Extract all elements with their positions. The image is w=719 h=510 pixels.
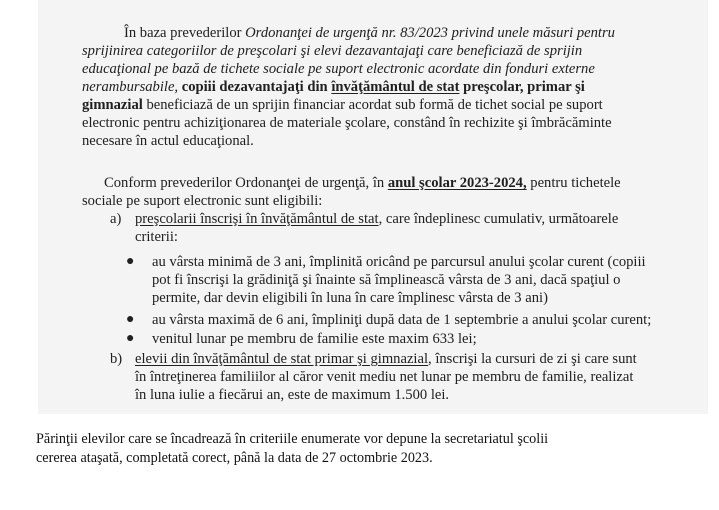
p1-bold-underlined-text: învăţământul de stat — [331, 79, 460, 95]
p1-line-3: educaţional pe bază de tichete sociale pe suport electronic acordate din fonduri externe — [82, 61, 595, 77]
bullet-1-line-1: au vârsta minimă de 3 ani, împlinită oricând pe parcursul anului şcolar curent (copiii — [152, 254, 646, 270]
ordinance-reference: Ordonanţei de urgenţă nr. 83/2023 privind unele măsuri pentru — [245, 25, 615, 41]
p1-line-1 — [124, 24, 615, 42]
bullet-2-line-1: au vârsta maximă de 6 ani, împliniţi după data de 1 septembrie a anului şcolar curent; — [152, 312, 652, 328]
p1-text: În baza prevederilor — [124, 25, 246, 41]
bullet-1-line-2: pot fi înscrişi la grădiniţă şi înainte să împlinească vârsta de 3 ani, dacă spaţiul o — [152, 272, 621, 288]
p2-text: Conform prevederilor Ordonanţei de urgenţă, în — [104, 175, 388, 191]
p1-line-4 — [82, 78, 585, 96]
p1-bold-text: preşcolar, primar şi — [459, 79, 585, 95]
p2-text: pentru tichetele — [526, 175, 621, 191]
bullet-icon: ● — [126, 331, 135, 346]
p1-line-7: necesare în actul educaţional. — [82, 133, 254, 149]
p1-line-6: electronic pentru achiziţionarea de materiale şcolare, constând în rechizite şi îmbrăcăminte — [82, 115, 612, 131]
p1-bold-text: copiii dezavantajaţi din — [178, 79, 332, 95]
item-b-underlined-text: elevii din învăţământul de stat primar şi gimnazial — [135, 351, 429, 367]
item-a-line-2: criterii: — [135, 229, 178, 245]
p1-bold-text: gimnazial — [82, 97, 143, 113]
p1-line-2: sprijinirea categoriilor de preşcolari şi elevi dezavantajaţi care beneficiază de sprijin — [82, 43, 583, 59]
p2-line-1 — [104, 174, 621, 192]
p1-text: nerambursabile, — [82, 79, 179, 95]
item-b-line-1 — [135, 350, 637, 368]
bullet-icon: ● — [126, 254, 135, 269]
item-a-text: , care îndeplinesc cumulativ, următoarele — [378, 211, 619, 227]
item-b-line-3: în luna iulie a fiecărui an, este de maximum 1.500 lei. — [135, 387, 450, 403]
p1-line-5 — [82, 96, 603, 114]
school-year: anul şcolar 2023-2024, — [387, 175, 527, 191]
scanned-document-excerpt — [38, 0, 708, 414]
bullet-3-line-1: venitul lunar pe membru de familie este maxim 633 lei; — [152, 331, 477, 347]
bullet-1-line-3: permite, dar devin eligibili în luna în care împlinesc vârsta de 3 ani) — [152, 290, 548, 306]
p2-line-2: sociale pe suport electronic sunt eligibili: — [82, 193, 323, 209]
caption-line-1: Părinţii elevilor care se încadrează în criteriile enumerate vor depune la secretariatul şcolii — [36, 431, 549, 447]
item-a-underlined-text: preşcolarii înscrişi în învăţământul de stat — [135, 211, 379, 227]
bullet-icon: ● — [126, 312, 135, 327]
caption-line-2: cererea ataşată, completată corect, până la data de 27 octombrie 2023. — [36, 450, 433, 466]
item-a-marker: a) — [110, 211, 122, 227]
caption-text — [36, 430, 548, 468]
item-b-text: , înscrişi la cursuri de zi şi care sunt — [428, 351, 637, 367]
item-b-line-2: în întreţinerea familiilor al căror venit mediu net lunar pe membru de familie, realizat — [135, 369, 634, 385]
p1-text: beneficiază de un sprijin financiar acordat sub formă de tichet social pe suport — [142, 97, 603, 113]
item-a-line-1 — [135, 210, 618, 228]
item-b-marker: b) — [110, 351, 123, 367]
